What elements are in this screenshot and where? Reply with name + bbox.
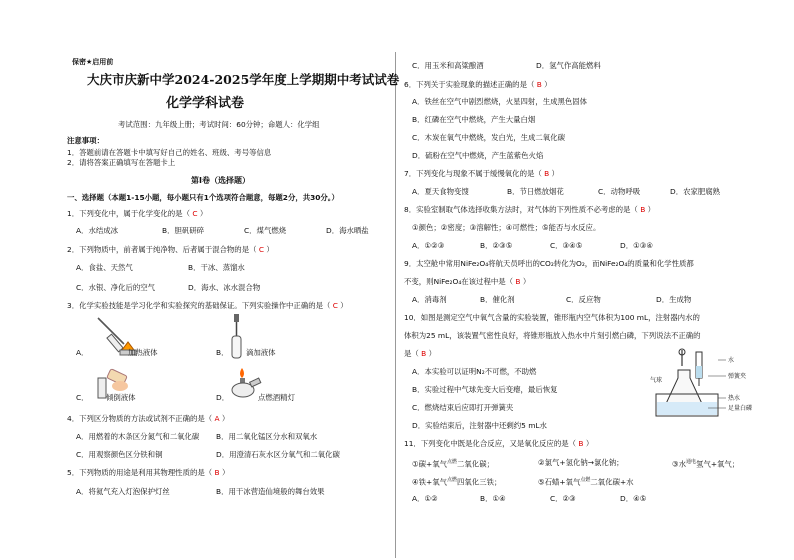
q8-answer: B — [640, 205, 646, 214]
q9-opt-d: D．生成物 — [656, 295, 692, 304]
q1-opt-a: A．水结成冰 — [76, 226, 119, 235]
q1-opt-c: C．煤气燃烧 — [244, 226, 287, 235]
fig-water-label: 水 — [728, 357, 735, 364]
q2-opt-b: B．干冰、蒸馏水 — [188, 263, 245, 272]
notes-heading: 注意事项： — [67, 136, 104, 145]
q7-opt-c: C．动物呼吸 — [598, 187, 641, 196]
q3-opt-b: B． — [216, 348, 229, 357]
q7-opt-a: A．夏天食物变馊 — [412, 187, 469, 196]
q9-stem-line2: 不变，则NiFe₂O₄在该过程中是（ B ） — [404, 277, 531, 286]
q6-stem: 6．下列关于实验现象的描述正确的是（ B ） — [404, 80, 552, 89]
q4-opt-b: B．用二氧化锰区分水和双氧水 — [216, 432, 318, 441]
q8-stem: 8．实验室制取气体选择收集方法时，对气体的下列性质不必考虑的是（ B ） — [404, 205, 656, 214]
q6-opt-b: B．红磷在空气中燃烧，产生大量白烟 — [412, 115, 536, 124]
q5-opt-c: C．用玉米和高粱酿酒 — [412, 61, 484, 70]
q4-opt-d: D．用澄清石灰水区分氧气和二氧化碳 — [216, 450, 340, 459]
fig-clip-label: 弹簧夹 — [728, 373, 747, 380]
q10-opt-c: C．燃烧结束后应即打开弹簧夹 — [412, 403, 514, 412]
q2-opt-d: D．海水、冰水混合物 — [188, 283, 261, 292]
section-title: 一、选择题（本题1-15小题，每小题只有1个选项符合题意，每题2分，共30分。） — [67, 193, 339, 202]
q11-answer: B — [578, 439, 584, 448]
q3-label-b: 滴加液体 — [246, 348, 276, 357]
q11-reaction-5: ⑤石蜡+氧气$^{点燃}$二氧化碳+水 — [538, 477, 634, 487]
q11-opt-c: C．②③ — [550, 494, 576, 503]
q11-opt-b: B．①④ — [480, 494, 506, 503]
q7-opt-b: B．节日燃放烟花 — [507, 187, 564, 196]
q1-opt-b: B．胆矾研碎 — [162, 226, 205, 235]
q5-stem: 5．下列物质的用途是利用其物理性质的是（ B ） — [67, 468, 230, 477]
q3-label-d: 点燃酒精灯 — [258, 393, 295, 402]
fig-balloon-label: 气球 — [650, 377, 663, 384]
q10-answer: B — [421, 349, 427, 358]
q11-stem: 11．下列变化中既是化合反应，又是氧化反应的是（ B ） — [404, 439, 594, 448]
q10-stem-line3: 是（ B ） — [404, 349, 436, 358]
fig-hot-label: 热水 — [728, 395, 741, 402]
q10-opt-b: B．实验过程中气球先变大后变瘪，最后恢复 — [412, 385, 558, 394]
q4-opt-c: C．用观察颜色区分铁和铜 — [76, 450, 163, 459]
q5-opt-a: A．将氦气充入灯泡保护灯丝 — [76, 487, 170, 496]
q3-opt-d: D． — [216, 393, 230, 402]
q3-answer: C — [332, 301, 338, 310]
q5-opt-b: B．用干冰营造仙境般的舞台效果 — [216, 487, 325, 496]
note-2: 2．请将答案正确填写在答题卡上 — [67, 158, 176, 167]
q4-answer: A — [214, 414, 220, 423]
q6-opt-c: C．木炭在氧气中燃烧，发白光，生成二氧化碳 — [412, 133, 565, 142]
q11-opt-d: D．④⑤ — [620, 494, 647, 503]
column-divider — [395, 52, 396, 558]
q3-stem: 3．化学实验技能是学习化学和实验探究的基础保证。下列实验操作中正确的是（ C ） — [67, 301, 348, 310]
q2-opt-c: C．水银、净化后的空气 — [76, 283, 156, 292]
q7-stem: 7．下列变化与现象不属于缓慢氧化的是（ B ） — [404, 169, 559, 178]
q11-opt-a: A．①② — [412, 494, 438, 503]
q1-answer: C — [192, 209, 198, 218]
q8-opt-d: D．①③④ — [620, 241, 653, 250]
q3-label-a: 加热液体 — [128, 348, 158, 357]
q4-stem: 4．下列区分物质的方法或试剂不正确的是（ A ） — [67, 414, 230, 423]
q8-options-list: ①颜色；②密度；③溶解性；④可燃性；⑤能否与水反应。 — [412, 223, 601, 232]
q10-opt-d: D．实验结束后，注射器中还剩约5 mL水 — [412, 421, 547, 430]
q2-answer: C — [258, 245, 265, 254]
q7-answer: B — [544, 169, 550, 178]
q11-reaction-4: ④铁+氧气$^{点燃}$四氧化三铁； — [412, 477, 502, 487]
q10-opt-a: A．本实验可以证明N₂不可燃，不助燃 — [412, 367, 537, 376]
q11-reaction-1: ①碳+氧气$^{点燃}$二氧化碳； — [412, 459, 494, 469]
q2-opt-a: A．食盐、天然气 — [76, 263, 133, 272]
secret-label: 保密★启用前 — [72, 58, 114, 66]
q10-stem-line2: 体积为25 mL，该装置气密性良好，将锥形瓶放入热水中片刻引燃白磷，下列说法不正确的 — [404, 331, 701, 340]
q7-opt-d: D．农家肥腐熟 — [670, 187, 721, 196]
subject-title: 化学学科试卷 — [166, 96, 245, 111]
part-title: 第I卷（选择题） — [191, 176, 250, 185]
q8-opt-b: B．②③⑤ — [480, 241, 513, 250]
q6-opt-d: D．硫粉在空气中燃烧，产生蓝紫色火焰 — [412, 151, 544, 160]
q11-reaction-3: ③水$^{通电}$氢气+氧气； — [672, 459, 740, 469]
q9-stem: 9．太空舱中常用NiFe₂O₄将航天员呼出的CO₂转化为O₂，而NiFe₂O₄的质量和化学性质都 — [404, 259, 694, 268]
q5-opt-d: D．氢气作高能燃料 — [536, 61, 601, 70]
q9-opt-b: B．催化剂 — [480, 295, 515, 304]
q3-opt-a: A． — [76, 348, 89, 357]
q8-opt-a: A．①②③ — [412, 241, 445, 250]
q9-opt-c: C．反应物 — [566, 295, 601, 304]
q9-opt-a: A．消毒剂 — [412, 295, 447, 304]
q1-opt-d: D．海水晒盐 — [326, 226, 369, 235]
alcohol-lamp-illustration — [228, 366, 262, 398]
q10-stem: 10．如图是测定空气中氧气含量的实验装置，锥形瓶内空气体积为100 mL，注射器内水的 — [404, 313, 700, 322]
exam-title: 大庆市庆新中学2024-2025学年度上学期期中考试试卷 — [87, 72, 400, 87]
q3-opt-c: C． — [76, 393, 89, 402]
note-1: 1．答题前请在答题卡中填写好自己的姓名、班级、考号等信息 — [67, 148, 272, 157]
q6-opt-a: A．铁丝在空气中剧烈燃烧，火星四射，生成黑色固体 — [412, 97, 588, 106]
q9-answer: B — [515, 277, 521, 286]
fig-phosphorus-label: 足量白磷 — [728, 405, 753, 412]
q5-answer: B — [214, 468, 220, 477]
q2-stem: 2．下列物质中，前者属于纯净物、后者属于混合物的是（ C ） — [67, 245, 274, 254]
q4-opt-a: A．用燃着的木条区分氮气和二氧化碳 — [76, 432, 200, 441]
q8-opt-c: C．③④⑤ — [550, 241, 583, 250]
exam-meta: 考试范围：九年级上册；考试时间：60分钟；命题人：化学组 — [118, 120, 320, 129]
q1-stem: 1．下列变化中，属于化学变化的是（ C ） — [67, 209, 208, 218]
q11-reaction-2: ②氯气+氢化钠→氯化钠； — [538, 458, 624, 467]
q3-label-c: 倾倒液体 — [106, 393, 136, 402]
q6-answer: B — [536, 80, 542, 89]
